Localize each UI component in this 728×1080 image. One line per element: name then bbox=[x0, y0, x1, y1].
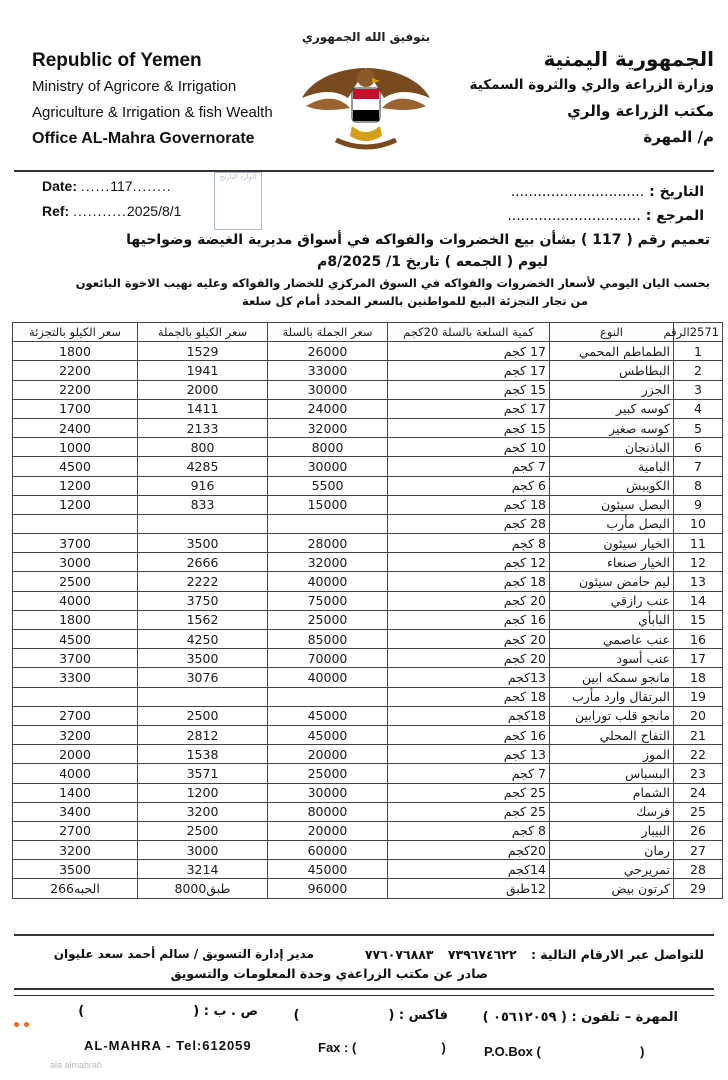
basket-quantity-cell: 15 كجم bbox=[388, 418, 550, 437]
wholesale-kilo-price-cell: 3500 bbox=[138, 649, 268, 668]
date-line: Date: ......117........ bbox=[42, 178, 172, 194]
column-header: سعر الكيلو بالتجزئة bbox=[13, 323, 138, 342]
wholesale-kilo-price-cell: 3500 bbox=[138, 534, 268, 553]
pobox-en bbox=[484, 1044, 644, 1059]
eagle-icon bbox=[296, 28, 436, 168]
basket-quantity-cell: 14كجم bbox=[388, 860, 550, 879]
row-number-cell: 24 bbox=[674, 783, 723, 802]
retail-kilo-price-cell: 2400 bbox=[13, 418, 138, 437]
basket-price-cell: 70000 bbox=[268, 649, 388, 668]
retail-kilo-price-cell: 3700 bbox=[13, 649, 138, 668]
header-arabic-block bbox=[454, 46, 714, 150]
row-number-cell: 13 bbox=[674, 572, 723, 591]
retail-kilo-price-cell bbox=[13, 514, 138, 533]
column-header: 2571الرقم bbox=[674, 323, 723, 342]
pobox-ar bbox=[78, 1004, 258, 1019]
item-name-cell: البصل مأرب bbox=[550, 514, 674, 533]
basket-quantity-cell: 20 كجم bbox=[388, 630, 550, 649]
wholesale-kilo-price-cell: 2222 bbox=[138, 572, 268, 591]
wholesale-kilo-price-cell: 1562 bbox=[138, 610, 268, 629]
item-name-cell: الموز bbox=[550, 745, 674, 764]
fax-ar-label: فاكس : ( bbox=[388, 1008, 448, 1023]
item-name-cell: البطاطس bbox=[550, 361, 674, 380]
circular-body: بحسب اليان اليومي لأسعار الخضروات والفواكه في السوق المركزي للخضار والفواكه وعليه نهيب الاخوة البائعون bbox=[75, 276, 710, 290]
contact-phone-2: ٧٧٦٠٧٦٨٨٣ bbox=[364, 947, 434, 962]
item-name-cell: مانجو سمكه ابين bbox=[550, 668, 674, 687]
wholesale-kilo-price-cell bbox=[138, 514, 268, 533]
table-row bbox=[13, 553, 723, 572]
table-row bbox=[13, 879, 723, 898]
column-header: سعر الجملة بالسلة bbox=[268, 323, 388, 342]
row-number-cell: 19 bbox=[674, 687, 723, 706]
basket-quantity-cell: 16 كجم bbox=[388, 610, 550, 629]
circular-title: تعميم رقم ( 117 ) بشأن بيع الخضروات والفواكه في أسواق مديرية الغيضة وضواحيها bbox=[126, 232, 710, 248]
row-number-cell: 8 bbox=[674, 476, 723, 495]
basket-quantity-cell: 7 كجم bbox=[388, 457, 550, 476]
retail-kilo-price-cell: 2700 bbox=[13, 821, 138, 840]
item-name-cell: التفاح المحلي bbox=[550, 725, 674, 744]
wholesale-kilo-price-cell: 800 bbox=[138, 438, 268, 457]
wholesale-kilo-price-cell bbox=[138, 687, 268, 706]
basket-price-cell: 40000 bbox=[268, 572, 388, 591]
footer-contact-line bbox=[365, 947, 704, 962]
basket-price-cell: 25000 bbox=[268, 764, 388, 783]
table-row bbox=[13, 725, 723, 744]
table-row bbox=[13, 687, 723, 706]
wholesale-kilo-price-cell: 8000طبق bbox=[138, 879, 268, 898]
basket-quantity-cell: 13كجم bbox=[388, 668, 550, 687]
row-number-cell: 17 bbox=[674, 649, 723, 668]
wholesale-kilo-price-cell: 1529 bbox=[138, 342, 268, 361]
item-name-cell: الخيار سيئون bbox=[550, 534, 674, 553]
footer-double-rule bbox=[14, 988, 714, 996]
basket-quantity-cell: 8 كجم bbox=[388, 534, 550, 553]
item-name-cell: الكوبيش bbox=[550, 476, 674, 495]
basket-price-cell bbox=[268, 687, 388, 706]
date-label: Date: bbox=[42, 178, 78, 194]
wholesale-kilo-price-cell: 3000 bbox=[138, 841, 268, 860]
fax-en-close: ) bbox=[441, 1040, 446, 1055]
retail-kilo-price-cell: 3300 bbox=[13, 668, 138, 687]
basket-quantity-cell: 25 كجم bbox=[388, 783, 550, 802]
row-number-cell: 7 bbox=[674, 457, 723, 476]
table-row bbox=[13, 342, 723, 361]
header-en-office: Office AL-Mahra Governorate bbox=[32, 130, 255, 147]
item-name-cell: مانجو قلب تورابين bbox=[550, 706, 674, 725]
pobox-ar-label: ص . ب : ( bbox=[193, 1004, 258, 1019]
basket-price-cell: 96000 bbox=[268, 879, 388, 898]
basket-price-cell: 32000 bbox=[268, 418, 388, 437]
basket-quantity-cell: 20 كجم bbox=[388, 649, 550, 668]
wholesale-kilo-price-cell: 2500 bbox=[138, 706, 268, 725]
table-row bbox=[13, 495, 723, 514]
row-number-cell: 11 bbox=[674, 534, 723, 553]
wholesale-kilo-price-cell: 1941 bbox=[138, 361, 268, 380]
retail-kilo-price-cell: 1000 bbox=[13, 438, 138, 457]
basket-quantity-cell: 18كجم bbox=[388, 706, 550, 725]
table-row bbox=[13, 802, 723, 821]
basket-price-cell: 40000 bbox=[268, 668, 388, 687]
item-name-cell: كرتون بيض bbox=[550, 879, 674, 898]
table-row bbox=[13, 380, 723, 399]
basket-price-cell: 5500 bbox=[268, 476, 388, 495]
retail-kilo-price-cell: 2200 bbox=[13, 380, 138, 399]
footer-manager: مدير إدارة التسويق / سالم أحمد سعد عليوان bbox=[53, 947, 314, 961]
retail-kilo-price-cell: 3700 bbox=[13, 534, 138, 553]
basket-quantity-cell: 17 كجم bbox=[388, 361, 550, 380]
basket-price-cell: 24000 bbox=[268, 399, 388, 418]
row-number-cell: 28 bbox=[674, 860, 723, 879]
item-name-cell: البرتقال وارد مأرب bbox=[550, 687, 674, 706]
header-en-ministry: Ministry of Agricore & Irrigation bbox=[32, 78, 237, 95]
item-name-cell: الطماطم المحمي bbox=[550, 342, 674, 361]
table-row bbox=[13, 860, 723, 879]
pobox-ar-close: ) bbox=[78, 1004, 85, 1019]
basket-quantity-cell: 17 كجم bbox=[388, 399, 550, 418]
row-number-cell: 12 bbox=[674, 553, 723, 572]
ar-date-line: التاريخ : .............................. bbox=[510, 184, 704, 200]
item-name-cell: الباذنجان bbox=[550, 438, 674, 457]
row-number-cell: 3 bbox=[674, 380, 723, 399]
header-ar-ministry: وزارة الزراعة والري والثروة السمكية bbox=[469, 77, 714, 93]
item-name-cell: الجزر bbox=[550, 380, 674, 399]
wholesale-kilo-price-cell: 2133 bbox=[138, 418, 268, 437]
table-row bbox=[13, 706, 723, 725]
basket-price-cell: 30000 bbox=[268, 783, 388, 802]
wholesale-kilo-price-cell: 1411 bbox=[138, 399, 268, 418]
column-header: النوع bbox=[550, 323, 674, 342]
table-row bbox=[13, 399, 723, 418]
retail-kilo-price-cell: 2500 bbox=[13, 572, 138, 591]
row-number-cell: 23 bbox=[674, 764, 723, 783]
retail-kilo-price-cell: 4500 bbox=[13, 457, 138, 476]
header-ar-country: الجمهورية اليمنية bbox=[543, 47, 714, 71]
ref-value: 2025/8/1 bbox=[126, 203, 182, 219]
column-header: سعر الكيلو بالجملة bbox=[138, 323, 268, 342]
basket-price-cell: 32000 bbox=[268, 553, 388, 572]
basket-quantity-cell: 12 كجم bbox=[388, 553, 550, 572]
retail-kilo-price-cell: 2700 bbox=[13, 706, 138, 725]
row-number-cell: 1 bbox=[674, 342, 723, 361]
table-body bbox=[13, 342, 723, 898]
row-number-cell: 18 bbox=[674, 668, 723, 687]
mahra-phone: المهرة – تلفون : ( ٠٥٦١٢٠٥٩ ) bbox=[482, 1010, 678, 1025]
table-row bbox=[13, 649, 723, 668]
row-number-cell: 9 bbox=[674, 495, 723, 514]
wholesale-kilo-price-cell: 2500 bbox=[138, 821, 268, 840]
wholesale-kilo-price-cell: 2000 bbox=[138, 380, 268, 399]
item-name-cell: الشمام bbox=[550, 783, 674, 802]
wholesale-kilo-price-cell: 2812 bbox=[138, 725, 268, 744]
retail-kilo-price-cell: 3200 bbox=[13, 841, 138, 860]
basket-quantity-cell: 16 كجم bbox=[388, 725, 550, 744]
basket-price-cell: 20000 bbox=[268, 745, 388, 764]
retail-kilo-price-cell: 1800 bbox=[13, 342, 138, 361]
contact-label: للتواصل عبر الارقام التالية : bbox=[530, 947, 704, 962]
emblem-calligraphy: بتوفيق الله الجمهوري bbox=[301, 30, 431, 44]
basket-price-cell: 8000 bbox=[268, 438, 388, 457]
wholesale-kilo-price-cell: 1200 bbox=[138, 783, 268, 802]
basket-quantity-cell: 7 كجم bbox=[388, 764, 550, 783]
wholesale-kilo-price-cell: 2666 bbox=[138, 553, 268, 572]
row-number-cell: 29 bbox=[674, 879, 723, 898]
pobox-en-label: P.O.Box ( bbox=[484, 1044, 541, 1059]
wholesale-kilo-price-cell: 916 bbox=[138, 476, 268, 495]
item-name-cell: عنب عاصمي bbox=[550, 630, 674, 649]
row-number-cell: 21 bbox=[674, 725, 723, 744]
item-name-cell: عنب رازقي bbox=[550, 591, 674, 610]
retail-kilo-price-cell: 1200 bbox=[13, 495, 138, 514]
table-row bbox=[13, 745, 723, 764]
basket-price-cell: 60000 bbox=[268, 841, 388, 860]
column-header: كمية السلعة بالسلة 20كجم bbox=[388, 323, 550, 342]
basket-price-cell: 25000 bbox=[268, 610, 388, 629]
wholesale-kilo-price-cell: 3076 bbox=[138, 668, 268, 687]
basket-price-cell: 45000 bbox=[268, 725, 388, 744]
retail-kilo-price-cell: 4000 bbox=[13, 764, 138, 783]
basket-price-cell: 33000 bbox=[268, 361, 388, 380]
item-name-cell: البيبار bbox=[550, 821, 674, 840]
table-row bbox=[13, 610, 723, 629]
basket-price-cell bbox=[268, 514, 388, 533]
basket-quantity-cell: 10 كجم bbox=[388, 438, 550, 457]
item-name-cell: فرسك bbox=[550, 802, 674, 821]
row-number-cell: 22 bbox=[674, 745, 723, 764]
wholesale-kilo-price-cell: 833 bbox=[138, 495, 268, 514]
row-number-cell: 5 bbox=[674, 418, 723, 437]
basket-quantity-cell: 13 كجم bbox=[388, 745, 550, 764]
table-row bbox=[13, 457, 723, 476]
basket-price-cell: 75000 bbox=[268, 591, 388, 610]
row-number-cell: 25 bbox=[674, 802, 723, 821]
fax-en bbox=[318, 1040, 446, 1055]
basket-quantity-cell: 18 كجم bbox=[388, 572, 550, 591]
wholesale-kilo-price-cell: 3200 bbox=[138, 802, 268, 821]
basket-price-cell: 45000 bbox=[268, 860, 388, 879]
header-divider bbox=[14, 170, 714, 172]
table-row bbox=[13, 821, 723, 840]
item-name-cell: كوسه كبير bbox=[550, 399, 674, 418]
item-name-cell: كوسه صغير bbox=[550, 418, 674, 437]
retail-kilo-price-cell: 3000 bbox=[13, 553, 138, 572]
row-number-cell: 2 bbox=[674, 361, 723, 380]
basket-price-cell: 85000 bbox=[268, 630, 388, 649]
fax-ar bbox=[293, 1008, 448, 1023]
basket-quantity-cell: 20كجم bbox=[388, 841, 550, 860]
row-number-cell: 10 bbox=[674, 514, 723, 533]
item-name-cell: البصل سيئون bbox=[550, 495, 674, 514]
table-row bbox=[13, 572, 723, 591]
header-en-sector: Agriculture & Irrigation & fish Wealth bbox=[32, 104, 273, 121]
table-row bbox=[13, 630, 723, 649]
retail-kilo-price-cell: 4000 bbox=[13, 591, 138, 610]
item-name-cell: ليم حامض سيئون bbox=[550, 572, 674, 591]
watermark-text: ala almahrah bbox=[50, 1060, 103, 1070]
retail-kilo-price-cell: 1800 bbox=[13, 610, 138, 629]
fax-ar-close: ) bbox=[293, 1008, 300, 1023]
ref-line: Ref: ...........2025/8/1 bbox=[42, 203, 182, 219]
basket-quantity-cell: 18 كجم bbox=[388, 687, 550, 706]
item-name-cell: البسباس bbox=[550, 764, 674, 783]
retail-kilo-price-cell: 1200 bbox=[13, 476, 138, 495]
retail-kilo-price-cell: 1700 bbox=[13, 399, 138, 418]
header-ar-governorate: م/ المهرة bbox=[643, 128, 714, 146]
basket-quantity-cell: 12طبق bbox=[388, 879, 550, 898]
table-row bbox=[13, 476, 723, 495]
basket-quantity-cell: 18 كجم bbox=[388, 495, 550, 514]
footer-issued-by: صادر عن مكتب الزراعةي وحدة المعلومات والتسويق bbox=[170, 966, 488, 981]
header-english-block bbox=[32, 48, 273, 152]
item-name-cell: رمان bbox=[550, 841, 674, 860]
basket-price-cell: 30000 bbox=[268, 457, 388, 476]
date-value: 117 bbox=[110, 178, 133, 194]
retail-kilo-price-cell bbox=[13, 687, 138, 706]
basket-price-cell: 28000 bbox=[268, 534, 388, 553]
retail-kilo-price-cell: 4500 bbox=[13, 630, 138, 649]
item-name-cell: الخيار صنعاء bbox=[550, 553, 674, 572]
yemen-eagle-emblem bbox=[296, 28, 436, 168]
basket-quantity-cell: 20 كجم bbox=[388, 591, 550, 610]
header-en-country: Republic of Yemen bbox=[32, 50, 202, 71]
retail-kilo-price-cell: 3200 bbox=[13, 725, 138, 744]
table-row bbox=[13, 591, 723, 610]
item-name-cell: عنب أسود bbox=[550, 649, 674, 668]
table-row bbox=[13, 534, 723, 553]
table-row bbox=[13, 361, 723, 380]
basket-quantity-cell: 15 كجم bbox=[388, 380, 550, 399]
table-row bbox=[13, 438, 723, 457]
orange-dot-icon bbox=[24, 1022, 29, 1027]
circular-date: ليوم ( الجمعه ) تاريخ 1/ 8/2025م bbox=[317, 254, 548, 270]
retail-kilo-price-cell: 1400 bbox=[13, 783, 138, 802]
item-name-cell: تمريرحي bbox=[550, 860, 674, 879]
basket-price-cell: 45000 bbox=[268, 706, 388, 725]
row-number-cell: 27 bbox=[674, 841, 723, 860]
wholesale-kilo-price-cell: 1538 bbox=[138, 745, 268, 764]
orange-dot-icon bbox=[14, 1022, 19, 1027]
ar-ref-line: المرجع : .............................. bbox=[507, 208, 704, 224]
basket-price-cell: 15000 bbox=[268, 495, 388, 514]
ar-ref-label: المرجع : bbox=[645, 208, 704, 224]
basket-quantity-cell: 28 كجم bbox=[388, 514, 550, 533]
table-row bbox=[13, 418, 723, 437]
item-name-cell: البامية bbox=[550, 457, 674, 476]
header-ar-office: مكتب الزراعة والري bbox=[567, 102, 714, 120]
retail-kilo-price-cell: 3500 bbox=[13, 860, 138, 879]
price-table bbox=[12, 322, 723, 899]
wholesale-kilo-price-cell: 4285 bbox=[138, 457, 268, 476]
row-number-cell: 16 bbox=[674, 630, 723, 649]
stamp-text: الوارد التاريخ bbox=[219, 173, 257, 181]
row-number-cell: 26 bbox=[674, 821, 723, 840]
basket-quantity-cell: 17 كجم bbox=[388, 342, 550, 361]
received-stamp bbox=[214, 172, 262, 230]
basket-price-cell: 20000 bbox=[268, 821, 388, 840]
row-number-cell: 15 bbox=[674, 610, 723, 629]
pobox-en-close: ) bbox=[640, 1044, 645, 1059]
retail-kilo-price-cell: 266الحبه bbox=[13, 879, 138, 898]
wholesale-kilo-price-cell: 3571 bbox=[138, 764, 268, 783]
basket-quantity-cell: 25 كجم bbox=[388, 802, 550, 821]
row-number-cell: 6 bbox=[674, 438, 723, 457]
table-row bbox=[13, 841, 723, 860]
row-number-cell: 20 bbox=[674, 706, 723, 725]
fax-en-label: Fax : ( bbox=[318, 1040, 357, 1055]
retail-kilo-price-cell: 3400 bbox=[13, 802, 138, 821]
circular-body-2: من تجار التجزئة البيع للمواطنين بالسعر المحدد أمام كل سلعة bbox=[241, 294, 588, 308]
wholesale-kilo-price-cell: 4250 bbox=[138, 630, 268, 649]
basket-quantity-cell: 8 كجم bbox=[388, 821, 550, 840]
table-row bbox=[13, 668, 723, 687]
footer-divider bbox=[14, 934, 714, 936]
row-number-cell: 4 bbox=[674, 399, 723, 418]
ar-date-label: التاريخ : bbox=[649, 184, 704, 200]
tel-en: AL-MAHRA - Tel:612059 bbox=[84, 1038, 252, 1053]
wholesale-kilo-price-cell: 3214 bbox=[138, 860, 268, 879]
row-number-cell: 14 bbox=[674, 591, 723, 610]
table-row bbox=[13, 514, 723, 533]
basket-price-cell: 26000 bbox=[268, 342, 388, 361]
table-row bbox=[13, 783, 723, 802]
table-row bbox=[13, 764, 723, 783]
retail-kilo-price-cell: 2200 bbox=[13, 361, 138, 380]
ref-label: Ref: bbox=[42, 203, 70, 219]
basket-price-cell: 30000 bbox=[268, 380, 388, 399]
basket-quantity-cell: 6 كجم bbox=[388, 476, 550, 495]
contact-phone-1: ٧٣٩٦٧٤٦٢٢ bbox=[447, 947, 517, 962]
retail-kilo-price-cell: 2000 bbox=[13, 745, 138, 764]
basket-price-cell: 80000 bbox=[268, 802, 388, 821]
wholesale-kilo-price-cell: 3750 bbox=[138, 591, 268, 610]
item-name-cell: البابأي bbox=[550, 610, 674, 629]
table-header-row bbox=[13, 323, 723, 342]
